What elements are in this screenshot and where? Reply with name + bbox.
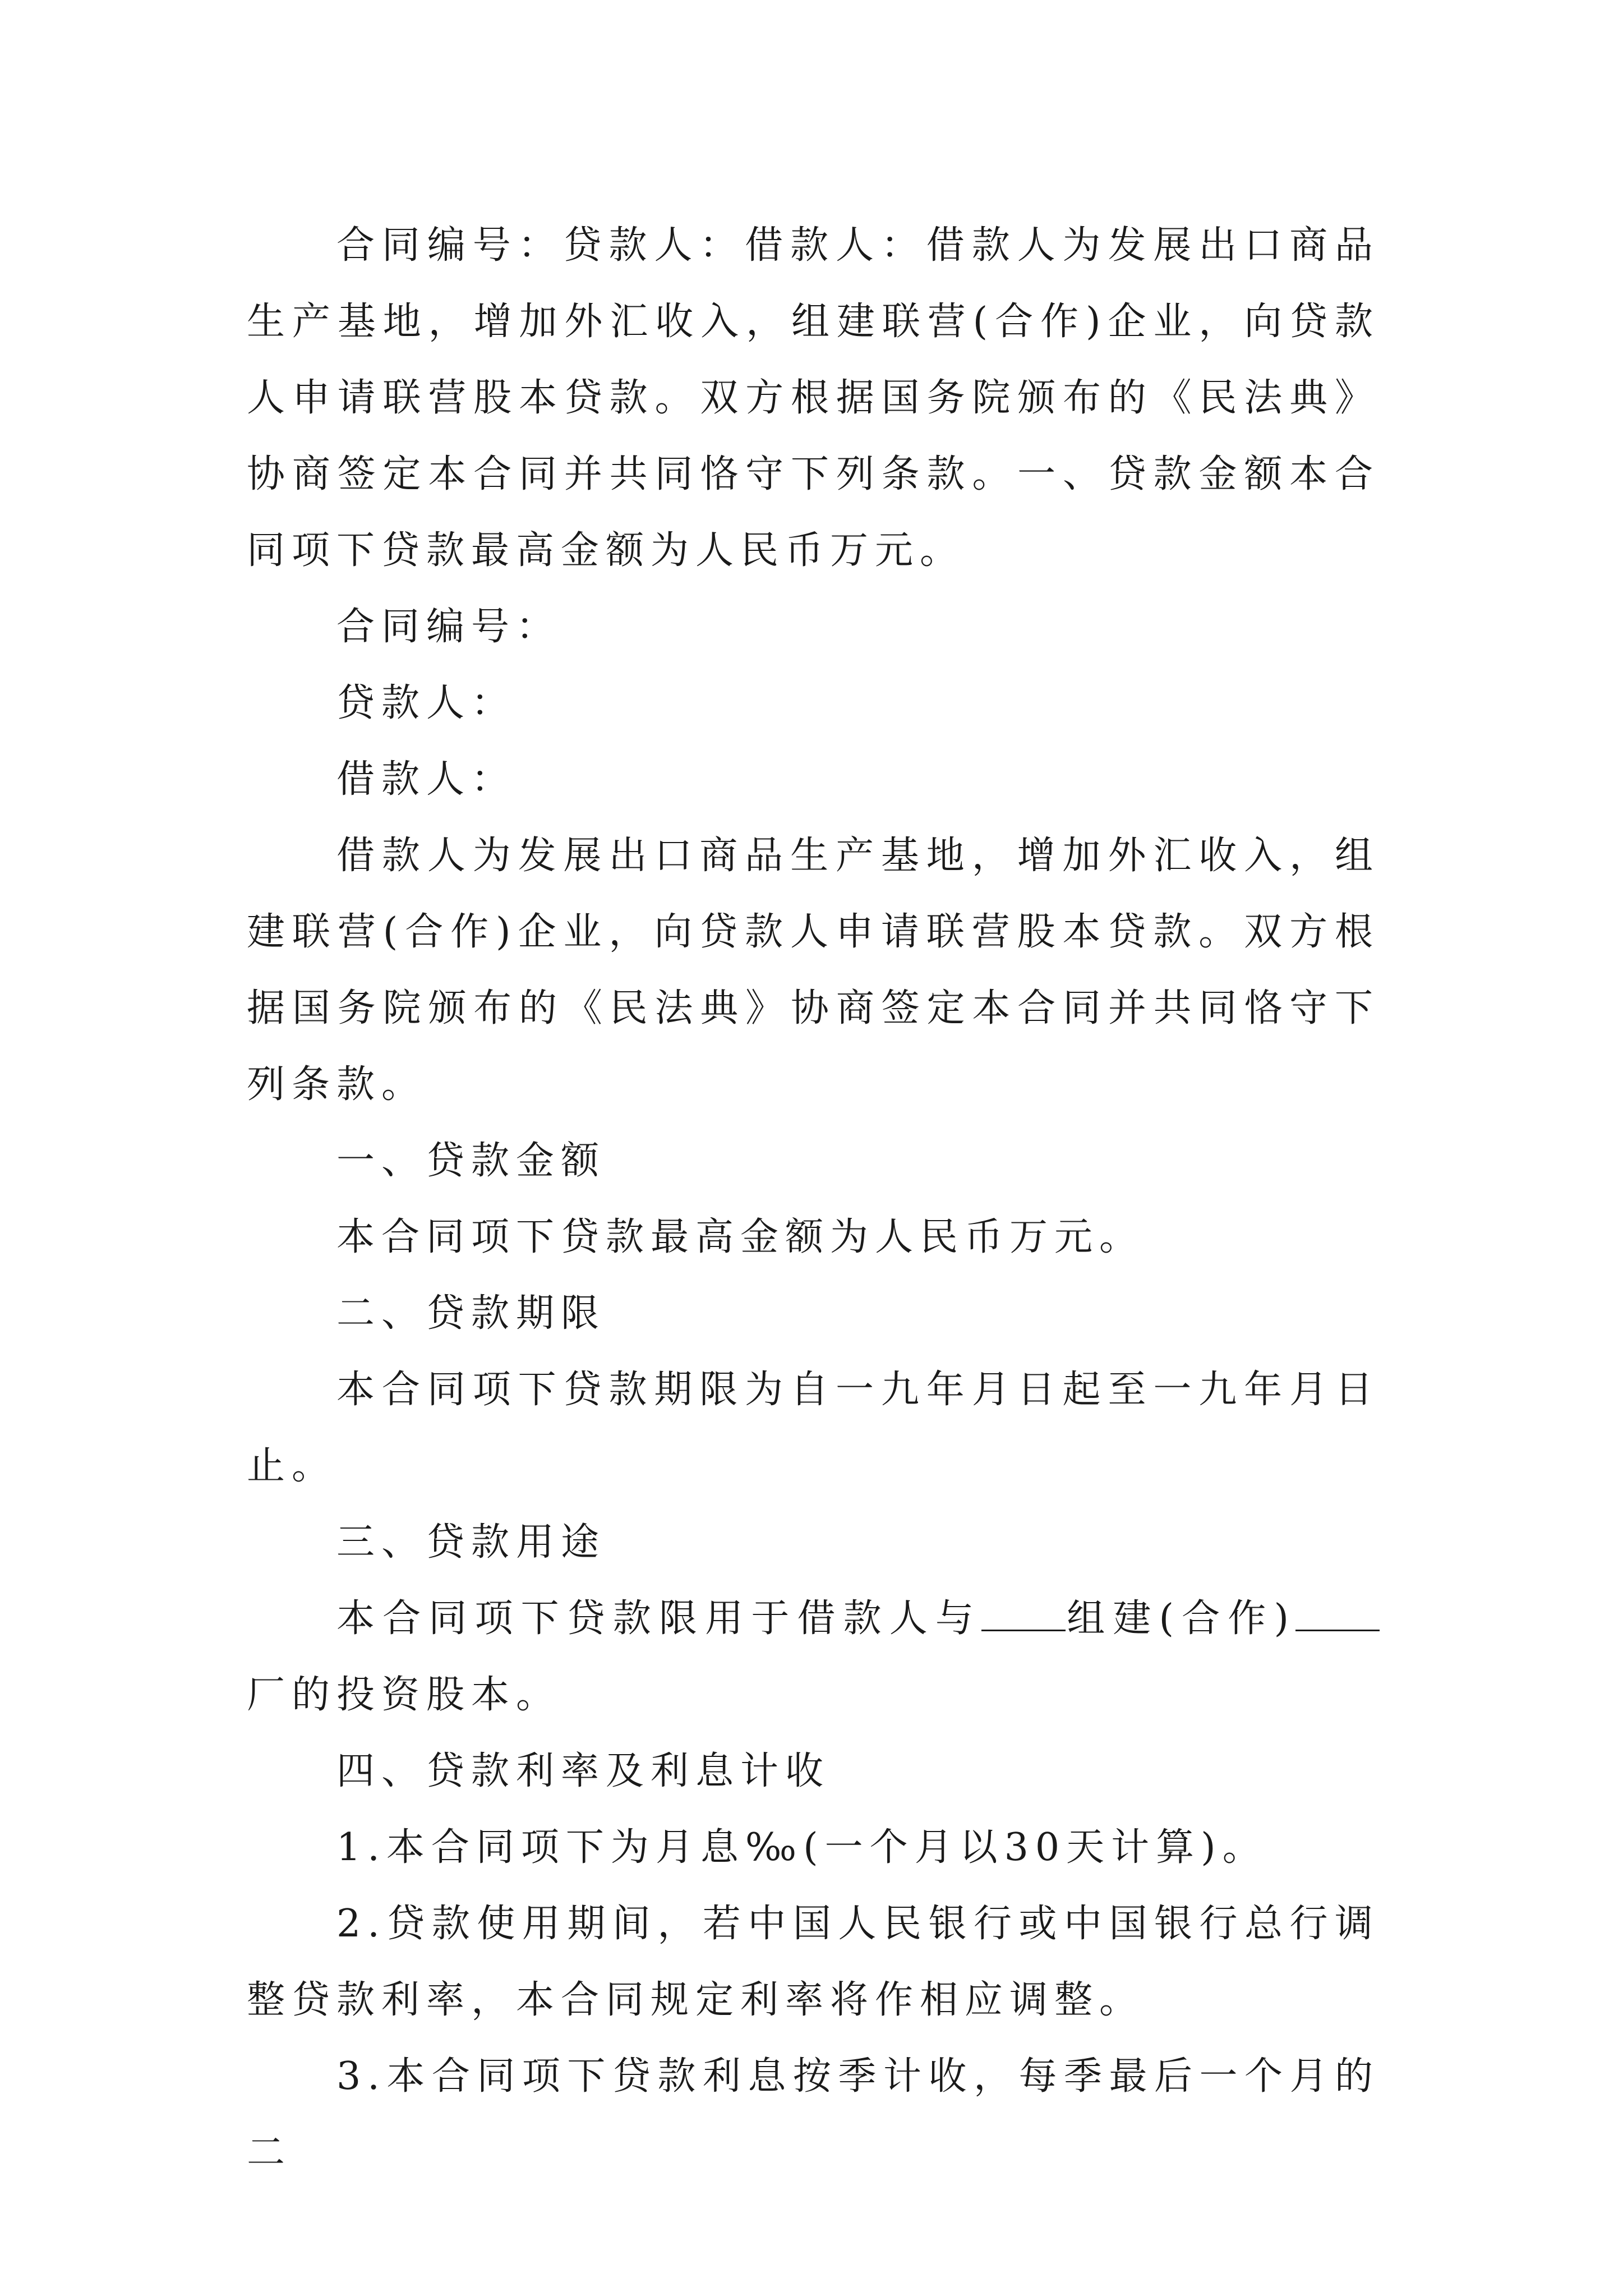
heading-loan-term: 二、贷款期限 xyxy=(336,1291,606,1336)
heading-interest: 四、贷款利率及利息计收 xyxy=(336,1749,831,1793)
paragraph-borrower: 借款人： xyxy=(336,757,517,802)
paragraph-interest-1: 1.本合同项下为月息‰(一个月以30天计算)。 xyxy=(336,1825,1267,1870)
paragraph-loan-term: 本合同项下贷款期限为自一九年月日起至一九年月日止。 xyxy=(247,1368,1380,1488)
loan-purpose-part1: 本合同项下贷款限用于借款人与 xyxy=(336,1596,982,1641)
heading-loan-purpose: 三、贷款用途 xyxy=(336,1520,606,1565)
paragraph-loan-purpose xyxy=(247,1581,1380,1733)
paragraph-preamble: 借款人为发展出口商品生产基地，增加外汇收入，组建联营(合作)企业，向贷款人申请联营股本贷款。双方根据国务院颁布的《民法典》协商签定本合同并共同恪守下列条款。 xyxy=(247,834,1380,1107)
paragraph-contract-number: 合同编号： xyxy=(336,605,561,649)
loan-purpose-part3: 厂的投资股本。 xyxy=(247,1673,561,1717)
loan-purpose-part2: 组建(合作) xyxy=(1066,1596,1295,1641)
paragraph-loan-amount: 本合同项下贷款最高金额为人民币万元。 xyxy=(336,1215,1145,1259)
blank-line xyxy=(981,1595,1066,1631)
paragraph-interest-2: 2.贷款使用期间，若中国人民银行或中国银行总行调整贷款利率，本合同规定利率将作相应调整。 xyxy=(247,1902,1380,2022)
document-body xyxy=(247,208,1380,2191)
paragraph-interest-3: 3.本合同项下贷款利息按季计收，每季最后一个月的二 xyxy=(247,2054,1380,2175)
paragraph-summary: 合同编号：贷款人：借款人：借款人为发展出口商品生产基地，增加外汇收入，组建联营(合作)企业，向贷款人申请联营股本贷款。双方根据国务院颁布的《民法典》协商签定本合同并共同恪守下列条款。一、贷款金额本合同项下贷款最高金额为人民币万元。 xyxy=(247,223,1380,573)
heading-loan-amount: 一、贷款金额 xyxy=(336,1139,606,1183)
blank-line xyxy=(1295,1595,1380,1631)
paragraph-lender: 贷款人： xyxy=(336,681,517,725)
